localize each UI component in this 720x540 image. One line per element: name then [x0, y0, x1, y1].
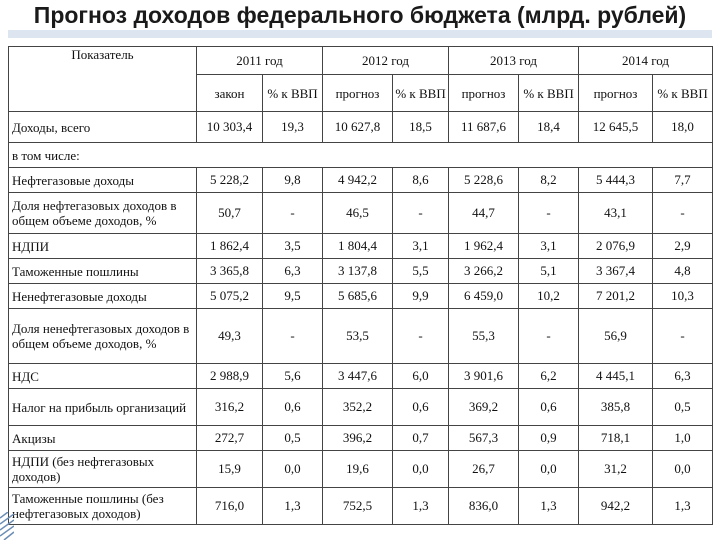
value-cell: 44,7	[449, 193, 519, 234]
indicator-header: Показатель	[9, 47, 197, 112]
value-cell: 9,8	[263, 168, 323, 193]
value-cell: 0,6	[393, 389, 449, 426]
value-cell: -	[653, 309, 713, 364]
value-cell: 752,5	[323, 488, 393, 525]
value-cell: 3,1	[393, 234, 449, 259]
value-cell: 15,9	[197, 451, 263, 488]
value-cell: 18,5	[393, 112, 449, 143]
value-cell: 352,2	[323, 389, 393, 426]
value-cell: 26,7	[449, 451, 519, 488]
subheader-cell: прогноз	[323, 75, 393, 112]
value-cell: 716,0	[197, 488, 263, 525]
table-row	[9, 451, 713, 488]
value-cell: 1,0	[653, 426, 713, 451]
value-cell: 4,8	[653, 259, 713, 284]
value-cell: 3 266,2	[449, 259, 519, 284]
value-cell: 0,5	[653, 389, 713, 426]
value-cell: 836,0	[449, 488, 519, 525]
value-cell: -	[519, 193, 579, 234]
value-cell: 1,3	[653, 488, 713, 525]
subheader-cell: закон	[197, 75, 263, 112]
table-row	[9, 112, 713, 143]
value-cell: 0,0	[393, 451, 449, 488]
value-cell: 10 627,8	[323, 112, 393, 143]
value-cell: 5 228,6	[449, 168, 519, 193]
value-cell: 5 228,2	[197, 168, 263, 193]
value-cell: 3,1	[519, 234, 579, 259]
value-cell: 9,5	[263, 284, 323, 309]
value-cell: 3 365,8	[197, 259, 263, 284]
table-row	[9, 168, 713, 193]
value-cell: 3,5	[263, 234, 323, 259]
value-cell: 942,2	[579, 488, 653, 525]
value-cell: 369,2	[449, 389, 519, 426]
row-label: Нефтегазовые доходы	[9, 168, 197, 193]
row-label: Таможенные пошлины	[9, 259, 197, 284]
row-label: Доля ненефтегазовых доходов в общем объеме доходов, %	[9, 309, 197, 364]
table-row	[9, 488, 713, 525]
row-label: Доходы, всего	[9, 112, 197, 143]
value-cell: 55,3	[449, 309, 519, 364]
value-cell: 5 444,3	[579, 168, 653, 193]
value-cell: 0,5	[263, 426, 323, 451]
value-cell: 5,6	[263, 364, 323, 389]
value-cell: 10 303,4	[197, 112, 263, 143]
row-label: Акцизы	[9, 426, 197, 451]
value-cell: 3 447,6	[323, 364, 393, 389]
row-label: Доля нефтегазовых доходов в общем объеме доходов, %	[9, 193, 197, 234]
year-header-2013: 2013 год	[449, 47, 579, 75]
value-cell: -	[519, 309, 579, 364]
value-cell: 6,3	[653, 364, 713, 389]
value-cell: 6,2	[519, 364, 579, 389]
table-row	[9, 364, 713, 389]
row-label: Ненефтегазовые доходы	[9, 284, 197, 309]
value-cell: 10,2	[519, 284, 579, 309]
corner-hatch-icon	[0, 512, 14, 540]
value-cell: 316,2	[197, 389, 263, 426]
value-cell: 1,3	[393, 488, 449, 525]
section-row	[9, 143, 713, 168]
value-cell: 11 687,6	[449, 112, 519, 143]
value-cell: 5 685,6	[323, 284, 393, 309]
value-cell: 2,9	[653, 234, 713, 259]
value-cell: -	[653, 193, 713, 234]
value-cell: 8,2	[519, 168, 579, 193]
table-row	[9, 309, 713, 364]
value-cell: 1,3	[263, 488, 323, 525]
value-cell: 272,7	[197, 426, 263, 451]
subheader-cell: прогноз	[579, 75, 653, 112]
value-cell: 5 075,2	[197, 284, 263, 309]
value-cell: 2 076,9	[579, 234, 653, 259]
value-cell: 0,0	[653, 451, 713, 488]
row-label: Таможенные пошлины (без нефтегазовых доходов)	[9, 488, 197, 525]
subheader-cell: % к ВВП	[393, 75, 449, 112]
value-cell: 0,9	[519, 426, 579, 451]
value-cell: -	[393, 193, 449, 234]
value-cell: 567,3	[449, 426, 519, 451]
value-cell: 1 862,4	[197, 234, 263, 259]
table-row	[9, 193, 713, 234]
page-title: Прогноз доходов федерального бюджета (млрд. рублей)	[33, 2, 687, 28]
value-cell: 1 962,4	[449, 234, 519, 259]
value-cell: 3 137,8	[323, 259, 393, 284]
value-cell: 1,3	[519, 488, 579, 525]
row-label: НДПИ	[9, 234, 197, 259]
value-cell: 5,1	[519, 259, 579, 284]
value-cell: 43,1	[579, 193, 653, 234]
value-cell: 18,4	[519, 112, 579, 143]
value-cell: 46,5	[323, 193, 393, 234]
table-row	[9, 284, 713, 309]
value-cell: -	[263, 309, 323, 364]
value-cell: 50,7	[197, 193, 263, 234]
value-cell: 18,0	[653, 112, 713, 143]
row-label: НДС	[9, 364, 197, 389]
table-row	[9, 389, 713, 426]
value-cell: 7 201,2	[579, 284, 653, 309]
value-cell: 0,0	[519, 451, 579, 488]
value-cell: 1 804,4	[323, 234, 393, 259]
table-row	[9, 259, 713, 284]
value-cell: 56,9	[579, 309, 653, 364]
value-cell: 19,6	[323, 451, 393, 488]
subheader-cell: прогноз	[449, 75, 519, 112]
table-row	[9, 234, 713, 259]
value-cell: 8,6	[393, 168, 449, 193]
value-cell: 19,3	[263, 112, 323, 143]
value-cell: 4 942,2	[323, 168, 393, 193]
row-label: НДПИ (без нефтегазовых доходов)	[9, 451, 197, 488]
value-cell: 6,3	[263, 259, 323, 284]
value-cell: 0,0	[263, 451, 323, 488]
value-cell: 0,7	[393, 426, 449, 451]
value-cell: 3 367,4	[579, 259, 653, 284]
value-cell: -	[263, 193, 323, 234]
value-cell: 4 445,1	[579, 364, 653, 389]
value-cell: 2 988,9	[197, 364, 263, 389]
value-cell: 7,7	[653, 168, 713, 193]
row-label: Налог на прибыль организаций	[9, 389, 197, 426]
value-cell: 6 459,0	[449, 284, 519, 309]
subheader-cell: % к ВВП	[519, 75, 579, 112]
budget-forecast-table	[8, 46, 713, 525]
value-cell: 12 645,5	[579, 112, 653, 143]
value-cell: 49,3	[197, 309, 263, 364]
value-cell: -	[393, 309, 449, 364]
value-cell: 396,2	[323, 426, 393, 451]
subheader-cell: % к ВВП	[263, 75, 323, 112]
value-cell: 10,3	[653, 284, 713, 309]
table-row	[9, 426, 713, 451]
year-header-2014: 2014 год	[579, 47, 713, 75]
section-label: в том числе:	[9, 143, 713, 168]
year-header-2011: 2011 год	[197, 47, 323, 75]
value-cell: 0,6	[519, 389, 579, 426]
value-cell: 385,8	[579, 389, 653, 426]
value-cell: 53,5	[323, 309, 393, 364]
year-header-2012: 2012 год	[323, 47, 449, 75]
value-cell: 718,1	[579, 426, 653, 451]
value-cell: 31,2	[579, 451, 653, 488]
value-cell: 9,9	[393, 284, 449, 309]
value-cell: 6,0	[393, 364, 449, 389]
value-cell: 3 901,6	[449, 364, 519, 389]
subheader-cell: % к ВВП	[653, 75, 713, 112]
value-cell: 0,6	[263, 389, 323, 426]
value-cell: 5,5	[393, 259, 449, 284]
